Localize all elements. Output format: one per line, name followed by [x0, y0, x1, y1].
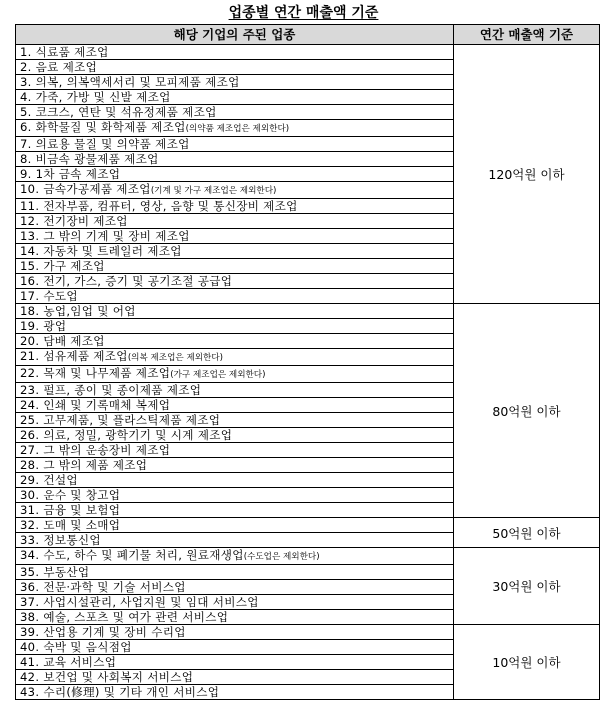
industry-name: 35. 부동산업: [20, 565, 90, 579]
industry-cell: [16, 105, 454, 120]
document-title: [0, 4, 607, 22]
industry-name: 4. 가죽, 가방 및 신발 제조업: [20, 90, 171, 104]
industry-name: 17. 수도업: [20, 289, 78, 303]
industry-cell: [16, 685, 454, 700]
industry-cell: [16, 383, 454, 398]
industry-name: 29. 건설업: [20, 473, 78, 487]
industry-exclusion-note: (수도업은 제외한다): [243, 552, 320, 562]
industry-cell: [16, 319, 454, 334]
revenue-threshold-cell: 80억원 이하: [454, 304, 600, 518]
industry-cell: [16, 214, 454, 229]
industry-cell: [16, 548, 454, 565]
industry-name: 3. 의복, 의복액세서리 및 모피제품 제조업: [20, 75, 240, 89]
industry-name: 28. 그 밖의 제품 제조업: [20, 458, 148, 472]
industry-name: 19. 광업: [20, 319, 67, 333]
industry-cell: [16, 229, 454, 244]
industry-name: 31. 금융 및 보험업: [20, 503, 121, 517]
industry-name: 42. 보건업 및 사회복지 서비스업: [20, 670, 194, 684]
table-row: [16, 45, 600, 60]
industry-cell: [16, 473, 454, 488]
industry-name: 5. 코크스, 연탄 및 석유정제품 제조업: [20, 105, 217, 119]
industry-cell: [16, 199, 454, 214]
industry-name: 15. 가구 제조업: [20, 259, 105, 273]
industry-cell: [16, 625, 454, 640]
industry-cell: [16, 304, 454, 319]
industry-cell: [16, 244, 454, 259]
industry-name: 27. 그 밖의 운송장비 제조업: [20, 443, 171, 457]
table-header-row: [16, 25, 600, 45]
industry-cell: [16, 398, 454, 413]
industry-name: 11. 전자부품, 컴퓨터, 영상, 음향 및 통신장비 제조업: [20, 199, 298, 213]
industry-exclusion-note: (의약품 제조업은 제외한다): [185, 124, 290, 134]
industry-cell: [16, 274, 454, 289]
industry-cell: [16, 518, 454, 533]
header-industry: 해당 기업의 주된 업종: [16, 25, 454, 45]
industry-name: 33. 정보통신업: [20, 533, 101, 547]
industry-name: 32. 도매 및 소매업: [20, 518, 121, 532]
industry-cell: [16, 60, 454, 75]
industry-name: 25. 고무제품, 및 플라스틱제품 제조업: [20, 413, 221, 427]
industry-name: 14. 자동차 및 트레일러 제조업: [20, 244, 182, 258]
industry-cell: [16, 289, 454, 304]
revenue-threshold-cell: 30억원 이하: [454, 548, 600, 625]
industry-name: 30. 운수 및 창고업: [20, 488, 121, 502]
industry-cell: [16, 120, 454, 137]
industry-name: 43. 수리(修理) 및 기타 개인 서비스업: [20, 685, 220, 699]
industry-name: 16. 전기, 가스, 증기 및 공기조절 공급업: [20, 274, 233, 288]
industry-cell: [16, 503, 454, 518]
industry-cell: [16, 428, 454, 443]
industry-name: 2. 음료 제조업: [20, 60, 98, 74]
table-body: [16, 45, 600, 700]
industry-name: 38. 예술, 스포츠 및 여가 관련 서비스업: [20, 610, 229, 624]
industry-name: 41. 교육 서비스업: [20, 655, 117, 669]
industry-cell: [16, 488, 454, 503]
industry-cell: [16, 167, 454, 182]
industry-cell: [16, 137, 454, 152]
table-row: [16, 548, 600, 565]
industry-name: 26. 의료, 정밀, 광학기기 및 시계 제조업: [20, 428, 233, 442]
industry-cell: [16, 75, 454, 90]
revenue-threshold-cell: 120억원 이하: [454, 45, 600, 304]
revenue-threshold-cell: 50억원 이하: [454, 518, 600, 548]
revenue-threshold-cell: 10억원 이하: [454, 625, 600, 700]
industry-cell: [16, 565, 454, 580]
industry-cell: [16, 334, 454, 349]
table-row: [16, 518, 600, 533]
industry-name: 1. 식료품 제조업: [20, 45, 109, 59]
industry-name: 6. 화학물질 및 화학제품 제조업: [20, 120, 186, 134]
industry-name: 34. 수도, 하수 및 폐기물 처리, 원료재생업: [20, 548, 244, 562]
industry-name: 12. 전기장비 제조업: [20, 214, 128, 228]
industry-name: 18. 농업,임업 및 어업: [20, 304, 136, 318]
industry-name: 21. 섬유제품 제조업: [20, 349, 128, 363]
industry-cell: [16, 152, 454, 167]
industry-name: 13. 그 밖의 기계 및 장비 제조업: [20, 229, 190, 243]
industry-name: 20. 담배 제조업: [20, 334, 105, 348]
table-row: [16, 625, 600, 640]
industry-cell: [16, 670, 454, 685]
table-row: [16, 304, 600, 319]
industry-name: 23. 펄프, 종이 및 종이제품 제조업: [20, 383, 202, 397]
industry-cell: [16, 413, 454, 428]
industry-cell: [16, 366, 454, 383]
industry-cell: [16, 349, 454, 366]
industry-cell: [16, 458, 454, 473]
industry-name: 36. 전문·과학 및 기술 서비스업: [20, 580, 186, 594]
industry-cell: [16, 655, 454, 670]
industry-name: 40. 숙박 및 음식점업: [20, 640, 132, 654]
industry-cell: [16, 259, 454, 274]
industry-cell: [16, 182, 454, 199]
industry-name: 22. 목재 및 나무제품 제조업: [20, 366, 171, 380]
industry-name: 24. 인쇄 및 기록매체 복제업: [20, 398, 171, 412]
industry-name: 8. 비금속 광물제품 제조업: [20, 152, 159, 166]
industry-name: 37. 사업시설관리, 사업지원 및 임대 서비스업: [20, 595, 259, 609]
industry-cell: [16, 595, 454, 610]
industry-cell: [16, 45, 454, 60]
industry-name: 39. 산업용 기계 및 장비 수리업: [20, 625, 186, 639]
revenue-criteria-table: [15, 24, 600, 700]
industry-exclusion-note: (의복 제조업은 제외한다): [127, 353, 223, 363]
industry-name: 9. 1차 금속 제조업: [20, 167, 121, 181]
industry-name: 10. 금속가공제품 제조업: [20, 182, 151, 196]
industry-exclusion-note: (기계 및 가구 제조업은 제외한다): [150, 186, 277, 196]
document-title-text: 업종별 연간 매출액 기준: [228, 5, 379, 21]
industry-name: 7. 의료용 물질 및 의약품 제조업: [20, 137, 190, 151]
industry-exclusion-note: (가구 제조업은 제외한다): [170, 370, 266, 380]
industry-cell: [16, 533, 454, 548]
industry-cell: [16, 640, 454, 655]
industry-cell: [16, 443, 454, 458]
industry-cell: [16, 580, 454, 595]
industry-cell: [16, 90, 454, 105]
industry-cell: [16, 610, 454, 625]
header-revenue: 연간 매출액 기준: [454, 25, 600, 45]
